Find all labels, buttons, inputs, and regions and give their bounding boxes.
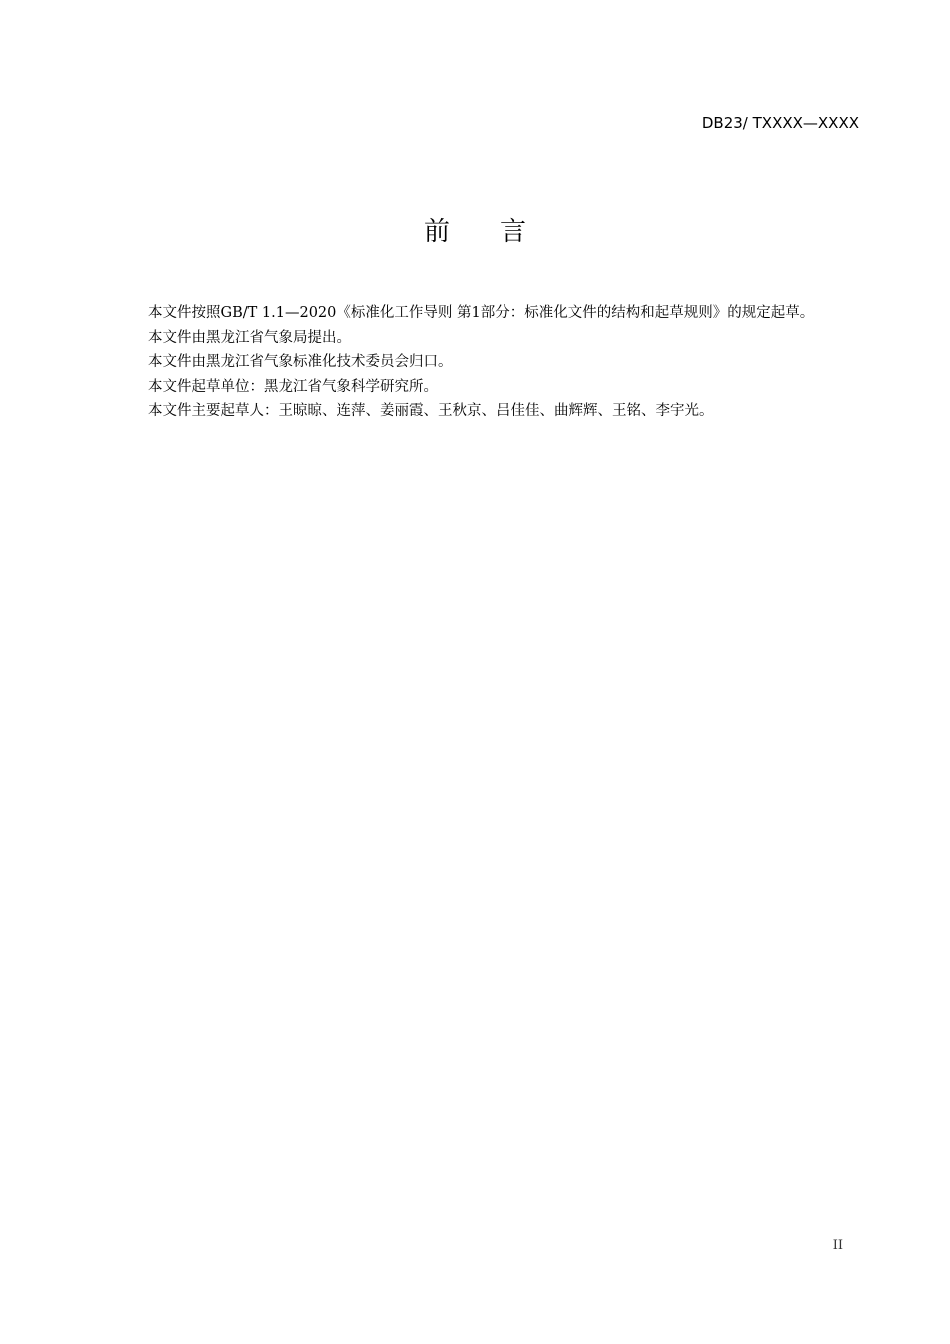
paragraph-drafting-rules: 本文件按照GB/T 1.1—2020《标准化工作导则 第1部分：标准化文件的结构和起草规则》的规定起草。 [148,305,815,321]
foreword-body [114,301,861,424]
title-char-2: 言 [500,217,527,247]
page-title [0,214,950,250]
paragraph-proposer: 本文件由黑龙江省气象局提出。 [148,329,351,346]
paragraph-administrator: 本文件由黑龙江省气象标准化技术委员会归口。 [148,354,453,370]
paragraph-drafting-unit: 本文件起草单位：黑龙江省气象科学研究所。 [148,378,438,395]
page-number: II [832,1238,843,1253]
title-char-1: 前 [423,217,450,247]
paragraph-drafters: 本文件主要起草人：王晾晾、连萍、姜丽霞、王秋京、吕佳佳、曲辉辉、王铭、李宇光。 [148,403,714,419]
document-code: DB23/ TXXXX—XXXX [701,114,859,132]
